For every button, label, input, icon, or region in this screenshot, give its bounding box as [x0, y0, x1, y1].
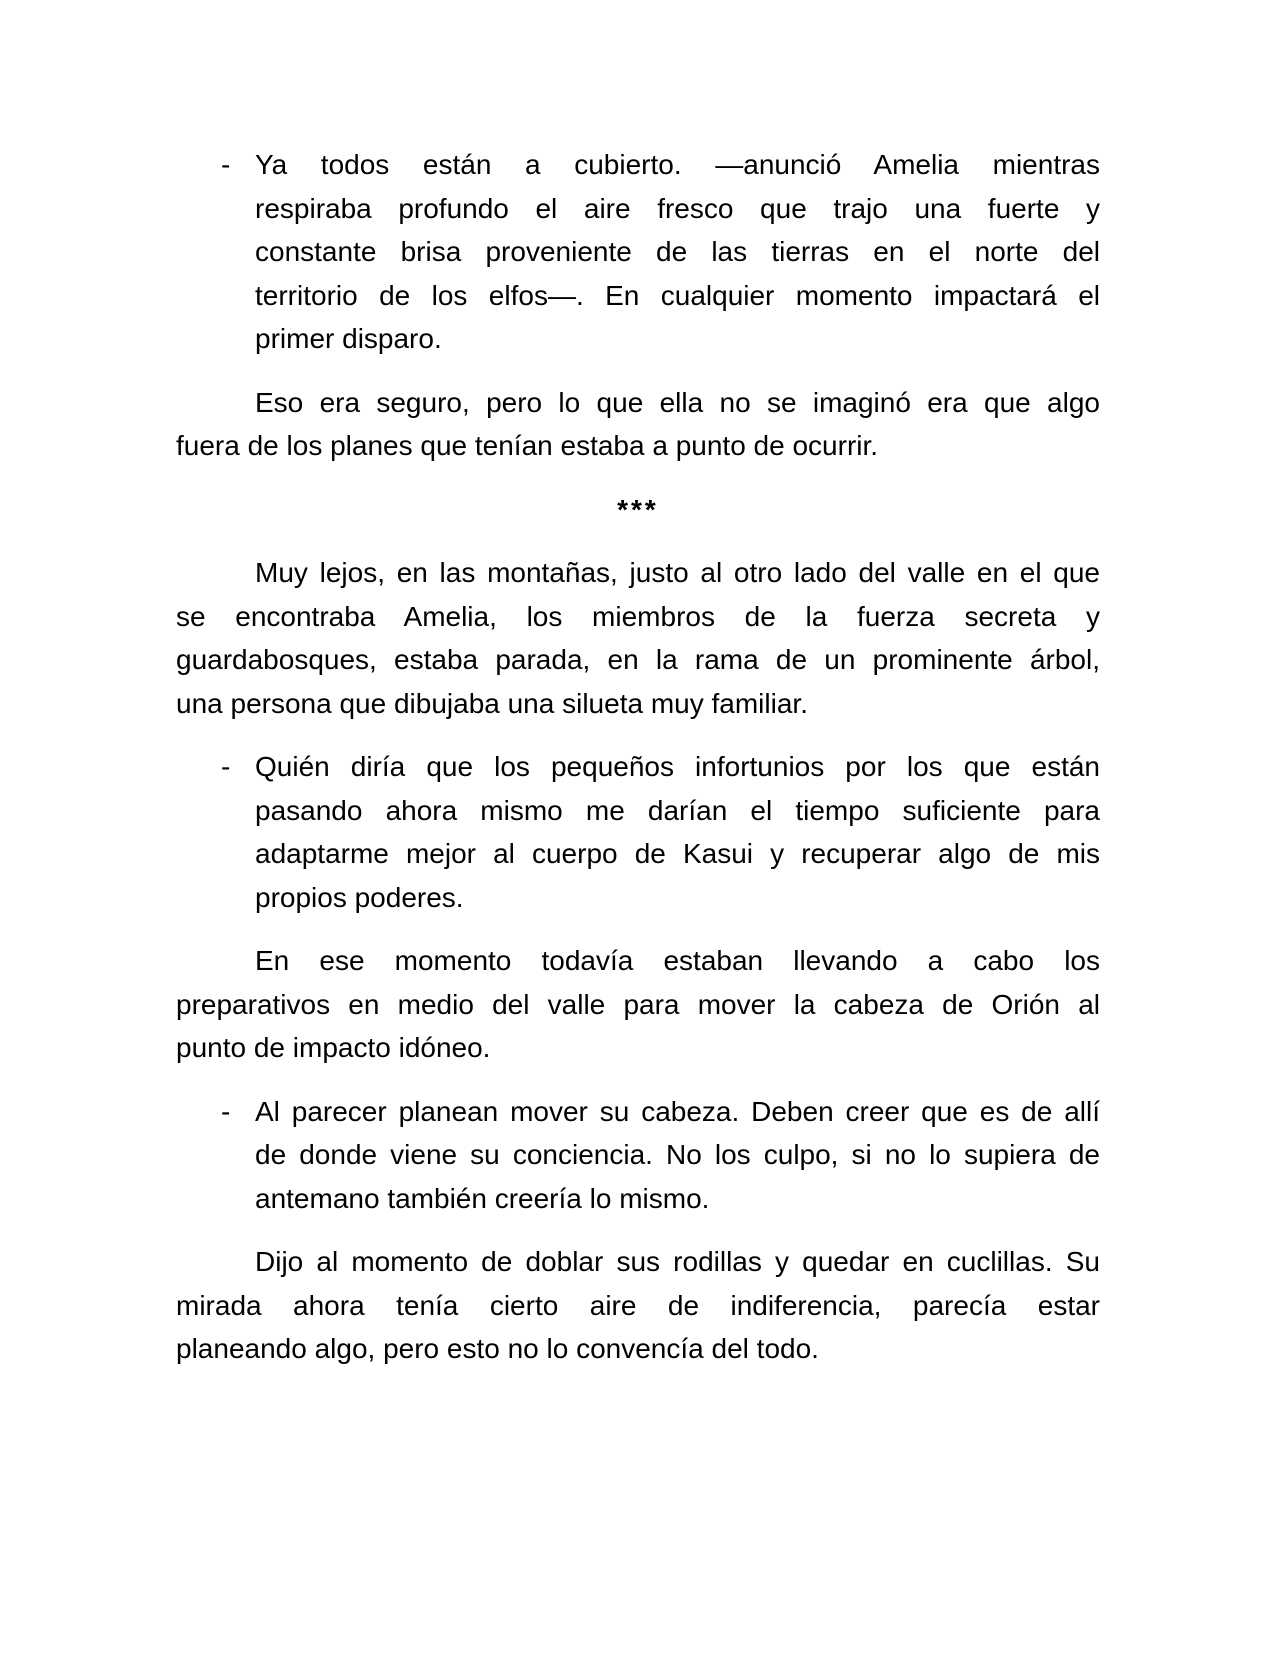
text-line: planeando algo, pero esto no lo convencía del todo. — [176, 1333, 819, 1364]
section-separator — [176, 488, 1100, 532]
text-line: pasando ahora mismo me darían el tiempo suficiente para — [255, 794, 1100, 826]
paragraph — [176, 939, 1100, 1070]
text-line: Quién diría que los pequeños infortunios por los que están — [255, 751, 1100, 782]
bullet-dash-marker: - — [221, 751, 231, 782]
bullet-dash-marker: - — [221, 1095, 231, 1127]
text-line: mirada ahora tenía cierto aire de indiferencia, parecía estar — [176, 1289, 1100, 1321]
text-line: punto de impacto idóneo. — [176, 1032, 491, 1063]
text-line: de donde viene su conciencia. No los culpo, si no lo supiera de — [255, 1139, 1100, 1170]
text-line: primer disparo. — [255, 323, 442, 354]
text-line: propios poderes. — [255, 881, 464, 913]
paragraph — [176, 551, 1100, 725]
text-line: territorio de los elfos—. En cualquier momento impactará el — [255, 279, 1100, 311]
text-line: guardabosques, estaba parada, en la rama de un prominente árbol, — [176, 644, 1100, 675]
text-line: Dijo al momento de doblar sus rodillas y quedar en cuclillas. Su — [255, 1246, 1100, 1277]
text-line: En ese momento todavía estaban llevando a cabo los — [255, 945, 1100, 976]
text-line: adaptarme mejor al cuerpo de Kasui y recuperar algo de mis — [255, 838, 1100, 869]
text-line: antemano también creería lo mismo. — [255, 1182, 710, 1214]
text-line: constante brisa proveniente de las tierras en el norte del — [255, 236, 1100, 267]
text-line: Eso era seguro, pero lo que ella no se imaginó era que algo — [255, 386, 1100, 418]
text-line: se encontraba Amelia, los miembros de la fuerza secreta y — [176, 600, 1100, 632]
text-line: Muy lejos, en las montañas, justo al otro lado del valle en el que — [255, 557, 1100, 588]
bullet-dash-marker: - — [221, 149, 231, 180]
paragraph — [176, 1240, 1100, 1371]
paragraph — [176, 381, 1100, 468]
text-line: preparativos en medio del valle para mover la cabeza de Orión al — [176, 988, 1100, 1020]
text-line: fuera de los planes que tenían estaba a punto de ocurrir. — [176, 430, 879, 461]
bullet-paragraph — [176, 1090, 1100, 1221]
text-line: respiraba profundo el aire fresco que trajo una fuerte y — [255, 192, 1100, 224]
bullet-paragraph — [176, 745, 1100, 919]
text-line: *** — [617, 493, 659, 525]
text-line: Al parecer planean mover su cabeza. Deben creer que es de allí — [255, 1095, 1100, 1127]
text-line: Ya todos están a cubierto. —anunció Amelia mientras — [255, 149, 1100, 180]
text-line: una persona que dibujaba una silueta muy familiar. — [176, 687, 808, 719]
bullet-paragraph — [176, 143, 1100, 361]
